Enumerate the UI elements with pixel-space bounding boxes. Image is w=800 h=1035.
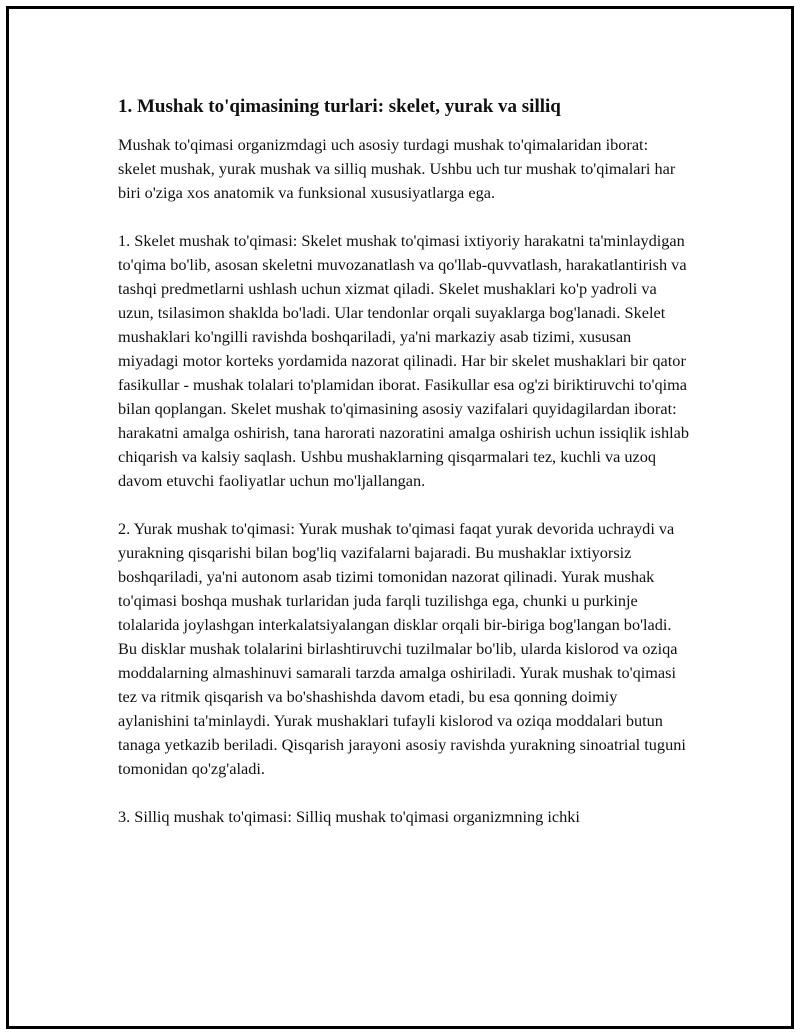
- cardiac-muscle-paragraph: 2. Yurak mushak to'qimasi: Yurak mushak to'qimasi faqat yurak devorida uchraydi va yurakning qisqarishi bilan bog'liq vazifalarni bajaradi. Bu mushaklar ixtiyorsiz boshqariladi, ya'ni autonom asab tizimi tomonidan nazorat qilinadi. Yurak mushak to'qimasi boshqa mushak turlaridan juda farqli tuzilishga ega, chunki u purkinje tolalarida joylashgan interkalatsiyalangan disklar orqali bir-biriga bog'langan bo'ladi. Bu disklar mushak tolalarini birlashtiruvchi tuzilmalar bo'lib, ularda kislorod va oziqa moddalarning almashinuvi samarali tarzda amalga oshiriladi. Yurak mushak to'qimasi tez va ritmik qisqarish va bo'shashishda davom etadi, bu esa qonning doimiy aylanishini ta'minlaydi. Yurak mushaklari tufayli kislorod va oziqa moddalari butun tanaga yetkazib beriladi. Qisqarish jarayoni asosiy ravishda yurakning sinoatrial tuguni tomonidan qo'zg'aladi.: [118, 519, 686, 778]
- document-body: [118, 95, 690, 829]
- intro-paragraph: Mushak to'qimasi organizmdagi uch asosiy turdagi mushak to'qimalaridan iborat: skelet mushak, yurak mushak va silliq mushak. Ushbu uch tur mushak to'qimalari har biri o'ziga xos anatomik va funksional xususiyatlarga ega.: [118, 135, 676, 202]
- smooth-muscle-paragraph: 3. Silliq mushak to'qimasi: Silliq mushak to'qimasi organizmning ichki: [118, 807, 580, 826]
- skeletal-muscle-paragraph: 1. Skelet mushak to'qimasi: Skelet mushak to'qimasi ixtiyoriy harakatni ta'minlaydigan to'qima bo'lib, asosan skeletni muvozanatlash va qo'llab-quvvatlash, harakatlantirish va tashqi predmetlarni ushlash uchun xizmat qiladi. Skelet mushaklari ko'p yadroli va uzun, tsilasimon shaklda bo'ladi. Ular tendonlar orqali suyaklarga bog'lanadi. Skelet mushaklari ko'ngilli ravishda boshqariladi, ya'ni markaziy asab tizimi, xususan miyadagi motor korteks yordamida nazorat qilinadi. Har bir skelet mushaklari bir qator fasikullar - mushak tolalari to'plamidan iborat. Fasikullar esa og'zi biriktiruvchi to'qima bilan qoplangan. Skelet mushak to'qimasining asosiy vazifalari quyidagilardan iborat: harakatni amalga oshirish, tana harorati nazoratini amalga oshirish uchun issiqlik ishlab chiqarish va kalsiy saqlash. Ushbu mushaklarning qisqarmalari tez, kuchli va uzoq davom etuvchi faoliyatlar uchun mo'ljallangan.: [118, 231, 690, 490]
- section-heading: 1. Mushak to'qimasining turlari: skelet, yurak va silliq: [118, 96, 561, 117]
